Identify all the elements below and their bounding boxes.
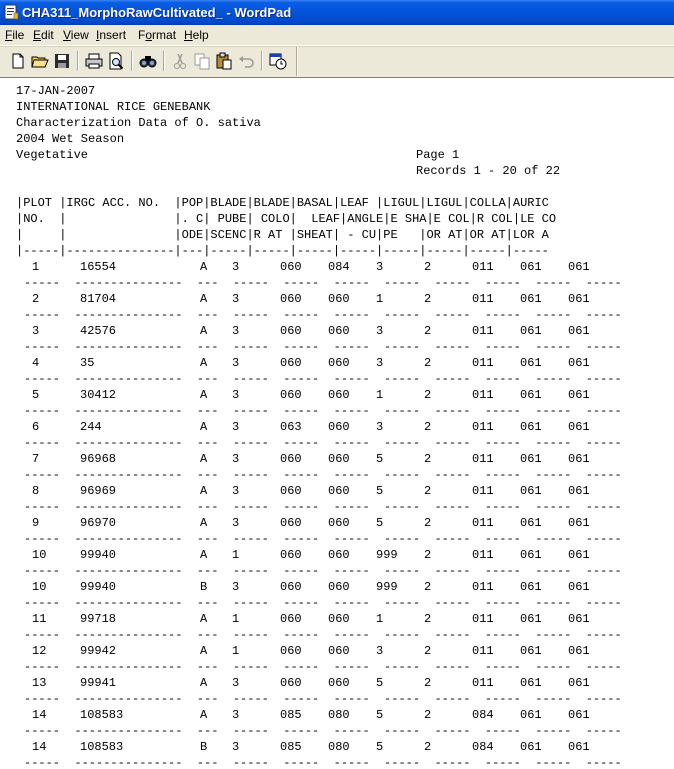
plot-cell: 3 [32,324,40,338]
basal-leaf-sheath-cell: 060 [328,676,350,690]
accession-cell: 99718 [80,612,117,626]
ligule-shape-cell: 2 [424,644,432,658]
toolbar-end-separator [296,47,298,76]
basal-leaf-sheath-cell: 080 [328,708,350,722]
row-separator: ----- --------------- --- ----- ----- ----- ----- ----- ----- ----- ----- [24,724,622,738]
row-separator: ----- --------------- --- ----- ----- ----- ----- ----- ----- ----- ----- [24,308,622,322]
ligule-color-cell: 084 [472,740,494,754]
row-separator: ----- --------------- --- ----- ----- ----- ----- ----- ----- ----- ----- [24,532,622,546]
basal-leaf-sheath-cell: 060 [328,324,350,338]
plot-cell: 8 [32,484,40,498]
blade-pubescence-cell: 3 [232,420,240,434]
table-header-divider: |-----|---------------|---|-----|-----|-----|-----|-----|-----|-----|----- [16,244,549,258]
records-range: Records 1 - 20 of 22 [416,164,561,178]
auricle-color-cell: 061 [568,356,590,370]
collar-color-cell: 061 [520,644,542,658]
document-area[interactable] [0,77,674,769]
blade-color-cell: 063 [280,420,302,434]
basal-leaf-sheath-cell: 060 [328,516,350,530]
auricle-color-cell: 061 [568,260,590,274]
leaf-angle-cell: 999 [376,580,398,594]
table-header-line-1: |PLOT |IRGC ACC. NO. |POP|BLADE|BLADE|BASAL|LEAF |LIGUL|LIGUL|COLLA|AURIC [16,196,549,210]
accession-cell: 96970 [80,516,117,530]
date-time-button[interactable] [268,51,288,71]
pop-code-cell: A [200,548,208,562]
plot-cell: 7 [32,452,40,466]
ligule-shape-cell: 2 [424,324,432,338]
plot-cell: 5 [32,388,40,402]
find-button[interactable] [138,51,158,71]
ligule-color-cell: 011 [472,260,494,274]
basal-leaf-sheath-cell: 060 [328,292,350,306]
collar-color-cell: 061 [520,420,542,434]
collar-color-cell: 061 [520,260,542,274]
ligule-color-cell: 011 [472,420,494,434]
menu-help-mnemonic: H [184,28,193,42]
blade-pubescence-cell: 3 [232,356,240,370]
leaf-angle-cell: 999 [376,548,398,562]
toolbar-separator [77,51,79,71]
auricle-color-cell: 061 [568,516,590,530]
menu-format-rest: rmat [152,28,177,42]
blade-pubescence-cell: 3 [232,484,240,498]
blade-color-cell: 060 [280,388,302,402]
menu-insert-mnemonic: I [96,28,100,42]
pop-code-cell: A [200,644,208,658]
toolbar [0,46,674,78]
leaf-angle-cell: 1 [376,292,384,306]
print-preview-button[interactable] [106,51,126,71]
auricle-color-cell: 061 [568,708,590,722]
report-organization: INTERNATIONAL RICE GENEBANK [16,100,211,114]
collar-color-cell: 061 [520,740,542,754]
row-separator: ----- --------------- --- ----- ----- ----- ----- ----- ----- ----- ----- [24,596,622,610]
blade-pubescence-cell: 3 [232,388,240,402]
collar-color-cell: 061 [520,292,542,306]
ligule-shape-cell: 2 [424,516,432,530]
paste-button[interactable] [214,51,234,71]
ligule-color-cell: 011 [472,516,494,530]
leaf-angle-cell: 3 [376,324,384,338]
menu-format-pre: F [138,28,146,42]
basal-leaf-sheath-cell: 084 [328,260,350,274]
leaf-angle-cell: 5 [376,740,384,754]
title-bar[interactable] [0,0,674,25]
basal-leaf-sheath-cell: 060 [328,420,350,434]
menu-file-mnemonic: F [5,28,13,42]
auricle-color-cell: 061 [568,644,590,658]
pop-code-cell: A [200,484,208,498]
window-title: CHA311_MorphoRawCultivated_ - WordPad [22,5,292,20]
toolbar-separator [131,51,133,71]
blade-color-cell: 085 [280,740,302,754]
auricle-color-cell: 061 [568,484,590,498]
auricle-color-cell: 061 [568,548,590,562]
leaf-angle-cell: 1 [376,388,384,402]
plot-cell: 13 [32,676,47,690]
leaf-angle-cell: 3 [376,356,384,370]
copy-icon [192,51,212,71]
leaf-angle-cell: 5 [376,484,384,498]
auricle-color-cell: 061 [568,580,590,594]
menu-view-mnemonic: V [63,28,71,42]
collar-color-cell: 061 [520,548,542,562]
accession-cell: 42576 [80,324,117,338]
blade-pubescence-cell: 3 [232,324,240,338]
ligule-color-cell: 011 [472,580,494,594]
pop-code-cell: A [200,324,208,338]
ligule-shape-cell: 2 [424,420,432,434]
ligule-color-cell: 011 [472,452,494,466]
menu-insert[interactable] [96,28,126,42]
print-button[interactable] [84,51,104,71]
plot-cell: 2 [32,292,40,306]
ligule-color-cell: 011 [472,612,494,626]
basal-leaf-sheath-cell: 060 [328,388,350,402]
basal-leaf-sheath-cell: 060 [328,356,350,370]
open-button[interactable] [30,51,50,71]
accession-cell: 16554 [80,260,117,274]
pop-code-cell: A [200,292,208,306]
collar-color-cell: 061 [520,676,542,690]
blade-color-cell: 060 [280,612,302,626]
basal-leaf-sheath-cell: 060 [328,644,350,658]
pop-code-cell: B [200,580,208,594]
menu-format[interactable] [138,28,176,42]
plot-cell: 9 [32,516,40,530]
collar-color-cell: 061 [520,612,542,626]
pop-code-cell: A [200,388,208,402]
ligule-shape-cell: 2 [424,388,432,402]
blade-color-cell: 060 [280,484,302,498]
ligule-color-cell: 011 [472,644,494,658]
plot-cell: 14 [32,708,47,722]
menu-insert-rest: nsert [99,28,127,42]
accession-cell: 99942 [80,644,117,658]
blade-pubescence-cell: 1 [232,548,240,562]
basal-leaf-sheath-cell: 060 [328,612,350,626]
ligule-color-cell: 011 [472,484,494,498]
blade-pubescence-cell: 3 [232,676,240,690]
page-number: Page 1 [416,148,460,162]
blade-color-cell: 060 [280,292,302,306]
row-separator: ----- --------------- --- ----- ----- ----- ----- ----- ----- ----- ----- [24,756,622,769]
collar-color-cell: 061 [520,388,542,402]
report-season: 2004 Wet Season [16,132,125,146]
plot-cell: 10 [32,548,47,562]
plot-cell: 1 [32,260,40,274]
pop-code-cell: A [200,420,208,434]
blade-pubescence-cell: 1 [232,612,240,626]
row-separator: ----- --------------- --- ----- ----- ----- ----- ----- ----- ----- ----- [24,404,622,418]
menu-file-rest: ile [12,28,25,42]
pop-code-cell: A [200,356,208,370]
pop-code-cell: A [200,676,208,690]
blade-color-cell: 060 [280,644,302,658]
auricle-color-cell: 061 [568,740,590,754]
row-separator: ----- --------------- --- ----- ----- ----- ----- ----- ----- ----- ----- [24,372,622,386]
blade-pubescence-cell: 1 [232,644,240,658]
leaf-angle-cell: 1 [376,612,384,626]
plot-cell: 10 [32,580,47,594]
blade-pubescence-cell: 3 [232,516,240,530]
wordpad-app-icon [4,4,19,20]
menu-help[interactable] [184,28,209,42]
pop-code-cell: A [200,452,208,466]
menu-edit-mnemonic: E [33,28,42,42]
ligule-color-cell: 011 [472,292,494,306]
ligule-color-cell: 011 [472,548,494,562]
ligule-color-cell: 011 [472,676,494,690]
date-time-icon [268,51,288,71]
blade-color-cell: 085 [280,708,302,722]
row-separator: ----- --------------- --- ----- ----- ----- ----- ----- ----- ----- ----- [24,628,622,642]
collar-color-cell: 061 [520,516,542,530]
plot-cell: 6 [32,420,40,434]
row-separator: ----- --------------- --- ----- ----- ----- ----- ----- ----- ----- ----- [24,564,622,578]
accession-cell: 99940 [80,580,117,594]
ligule-shape-cell: 2 [424,548,432,562]
plot-cell: 11 [32,612,47,626]
accession-cell: 99941 [80,676,117,690]
blade-color-cell: 060 [280,260,302,274]
row-separator: ----- --------------- --- ----- ----- ----- ----- ----- ----- ----- ----- [24,276,622,290]
paste-icon [214,51,234,71]
blade-color-cell: 060 [280,324,302,338]
ligule-color-cell: 084 [472,708,494,722]
row-separator: ----- --------------- --- ----- ----- ----- ----- ----- ----- ----- ----- [24,692,622,706]
accession-cell: 35 [80,356,95,370]
cut-icon [170,51,190,71]
collar-color-cell: 061 [520,356,542,370]
ligule-shape-cell: 2 [424,452,432,466]
report-stage: Vegetative [16,148,89,162]
blade-pubescence-cell: 3 [232,452,240,466]
blade-pubescence-cell: 3 [232,292,240,306]
save-icon [52,51,72,71]
undo-icon [236,51,256,71]
collar-color-cell: 061 [520,708,542,722]
ligule-shape-cell: 2 [424,612,432,626]
plot-cell: 14 [32,740,47,754]
accession-cell: 96969 [80,484,117,498]
menu-edit-rest: dit [41,28,54,42]
leaf-angle-cell: 5 [376,516,384,530]
plot-cell: 4 [32,356,40,370]
new-button[interactable] [8,51,28,71]
auricle-color-cell: 061 [568,612,590,626]
report-subtitle: Characterization Data of O. sativa [16,116,261,130]
blade-color-cell: 060 [280,548,302,562]
basal-leaf-sheath-cell: 080 [328,740,350,754]
blade-color-cell: 060 [280,356,302,370]
blade-color-cell: 060 [280,676,302,690]
row-separator: ----- --------------- --- ----- ----- ----- ----- ----- ----- ----- ----- [24,468,622,482]
ligule-shape-cell: 2 [424,356,432,370]
pop-code-cell: A [200,260,208,274]
collar-color-cell: 061 [520,324,542,338]
leaf-angle-cell: 3 [376,260,384,274]
ligule-shape-cell: 2 [424,676,432,690]
blade-pubescence-cell: 3 [232,740,240,754]
row-separator: ----- --------------- --- ----- ----- ----- ----- ----- ----- ----- ----- [24,660,622,674]
leaf-angle-cell: 3 [376,420,384,434]
basal-leaf-sheath-cell: 060 [328,580,350,594]
auricle-color-cell: 061 [568,324,590,338]
toolbar-separator [163,51,165,71]
pop-code-cell: B [200,740,208,754]
plot-cell: 12 [32,644,47,658]
ligule-color-cell: 011 [472,356,494,370]
ligule-shape-cell: 2 [424,708,432,722]
ligule-shape-cell: 2 [424,292,432,306]
accession-cell: 108583 [80,708,124,722]
row-separator: ----- --------------- --- ----- ----- ----- ----- ----- ----- ----- ----- [24,340,622,354]
pop-code-cell: A [200,708,208,722]
find-icon [138,51,158,71]
menu-help-rest: elp [192,28,209,42]
toolbar-separator [261,51,263,71]
auricle-color-cell: 061 [568,420,590,434]
report-date: 17-JAN-2007 [16,84,96,98]
blade-color-cell: 060 [280,580,302,594]
menu-file[interactable] [5,28,24,42]
cut-button[interactable] [170,51,190,71]
row-separator: ----- --------------- --- ----- ----- ----- ----- ----- ----- ----- ----- [24,500,622,514]
open-icon [30,51,50,71]
basal-leaf-sheath-cell: 060 [328,484,350,498]
accession-cell: 99940 [80,548,117,562]
menu-bar [0,25,674,46]
auricle-color-cell: 061 [568,388,590,402]
table-header-line-3: | | |ODE|SCENC|R AT |SHEAT| - CU|PE |OR AT|OR AT|LOR A [16,228,549,242]
ligule-shape-cell: 2 [424,580,432,594]
ligule-shape-cell: 2 [424,260,432,274]
print-icon [84,51,104,71]
auricle-color-cell: 061 [568,292,590,306]
auricle-color-cell: 061 [568,452,590,466]
ligule-shape-cell: 2 [424,484,432,498]
basal-leaf-sheath-cell: 060 [328,548,350,562]
collar-color-cell: 061 [520,580,542,594]
new-icon [8,51,28,71]
menu-view[interactable] [63,28,89,42]
undo-button[interactable] [236,51,256,71]
pop-code-cell: A [200,612,208,626]
leaf-angle-cell: 5 [376,676,384,690]
pop-code-cell: A [200,516,208,530]
save-button[interactable] [52,51,72,71]
ligule-color-cell: 011 [472,324,494,338]
ligule-color-cell: 011 [472,388,494,402]
table-header-line-2: |NO. | |. C| PUBE| COLO| LEAF|ANGLE|E SHA|E COL|R COL|LE CO [16,212,557,226]
accession-cell: 244 [80,420,102,434]
collar-color-cell: 061 [520,484,542,498]
menu-view-rest: iew [70,28,89,42]
collar-color-cell: 061 [520,452,542,466]
auricle-color-cell: 061 [568,676,590,690]
leaf-angle-cell: 5 [376,452,384,466]
blade-color-cell: 060 [280,452,302,466]
accession-cell: 81704 [80,292,117,306]
print-preview-icon [106,51,126,71]
copy-button[interactable] [192,51,212,71]
accession-cell: 30412 [80,388,117,402]
menu-edit[interactable] [33,28,54,42]
blade-pubescence-cell: 3 [232,708,240,722]
basal-leaf-sheath-cell: 060 [328,452,350,466]
accession-cell: 96968 [80,452,117,466]
blade-pubescence-cell: 3 [232,260,240,274]
blade-pubescence-cell: 3 [232,580,240,594]
row-separator: ----- --------------- --- ----- ----- ----- ----- ----- ----- ----- ----- [24,436,622,450]
ligule-shape-cell: 2 [424,740,432,754]
menu-format-mnemonic: o [145,28,153,42]
accession-cell: 108583 [80,740,124,754]
blade-color-cell: 060 [280,516,302,530]
leaf-angle-cell: 3 [376,644,384,658]
leaf-angle-cell: 5 [376,708,384,722]
